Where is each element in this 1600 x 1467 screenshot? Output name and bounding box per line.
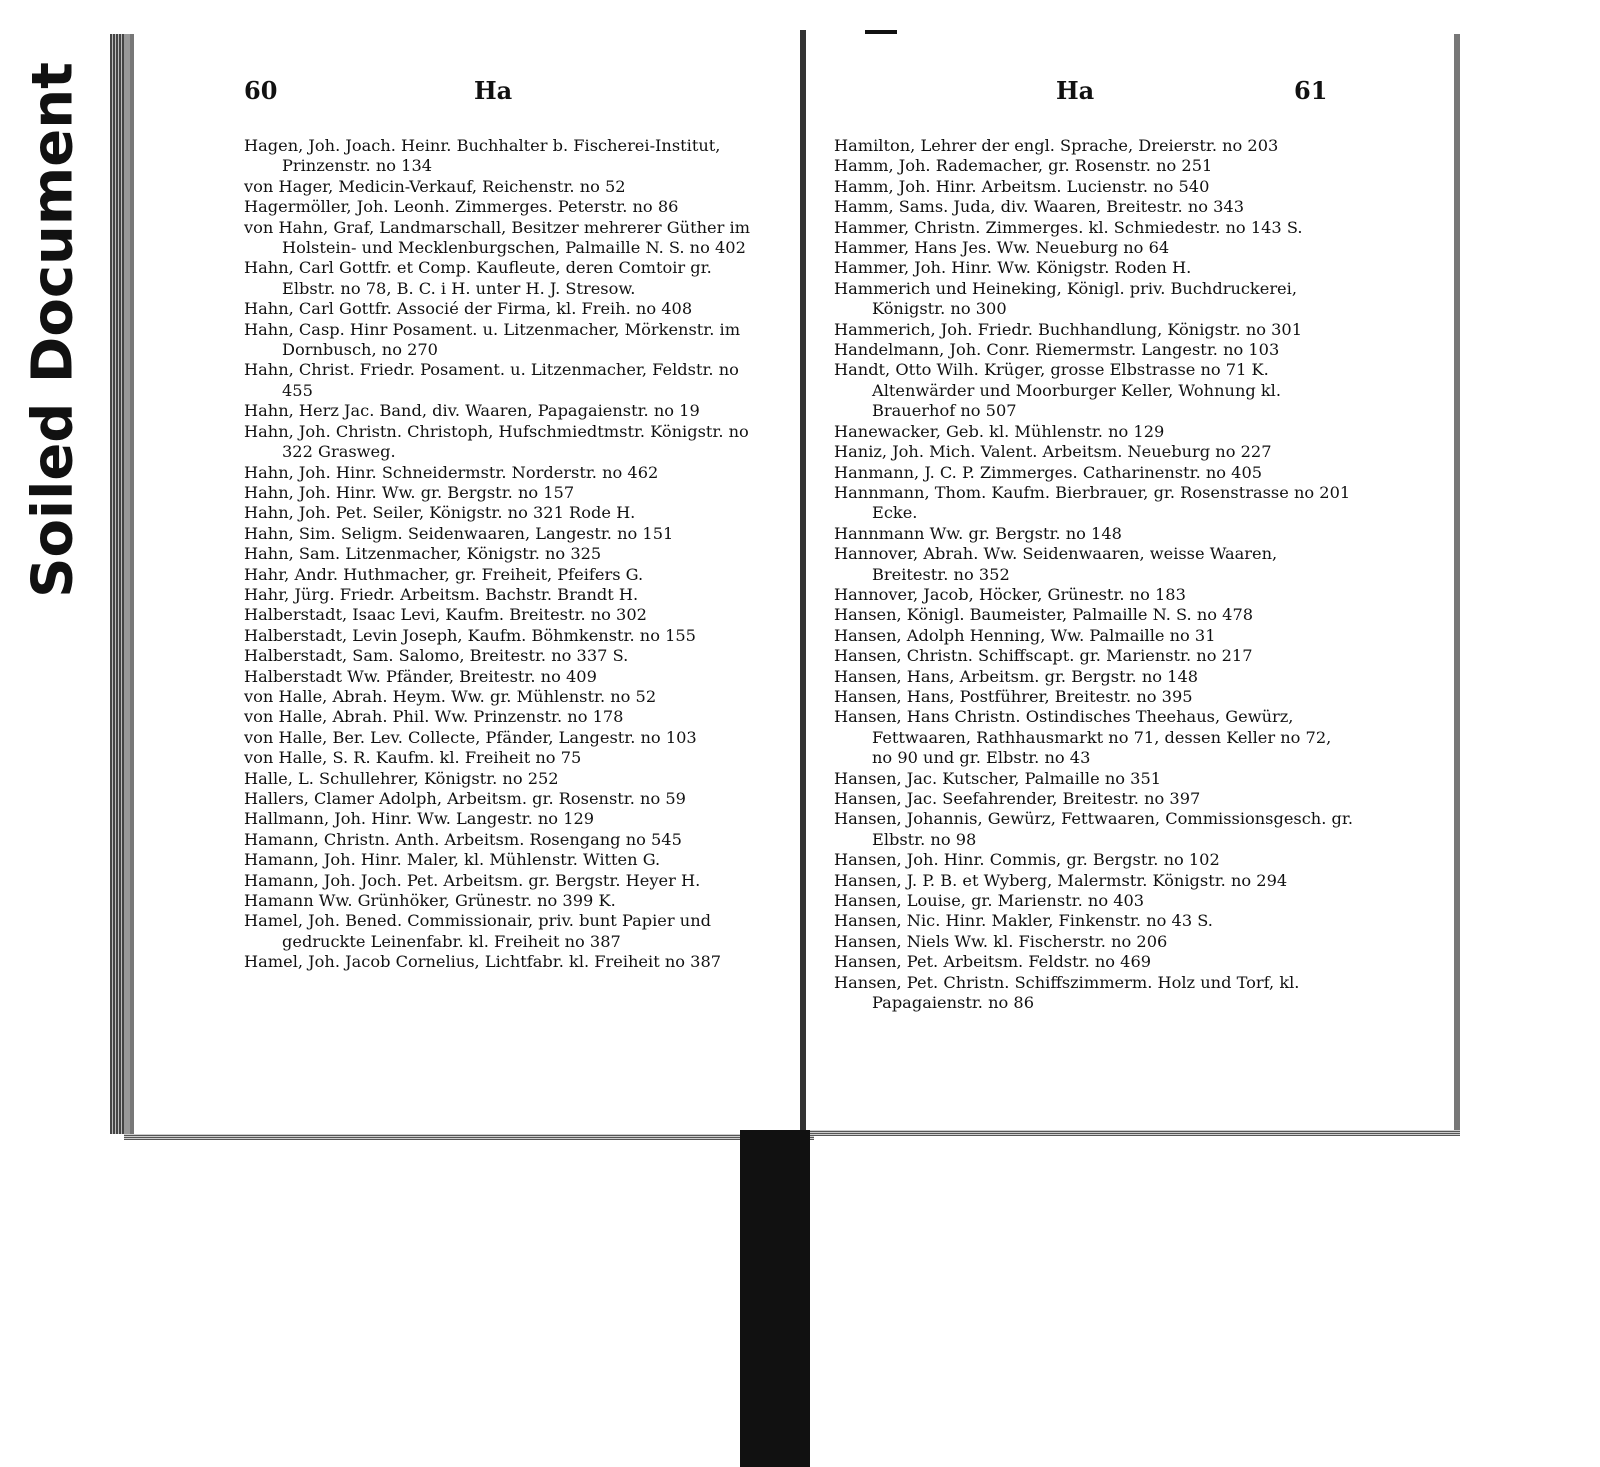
directory-entry: Hahn, Christ. Friedr. Posament. u. Litzenmacher, Feldstr. no 455 bbox=[244, 360, 739, 400]
left-page-header: Ha bbox=[474, 76, 513, 105]
directory-entry: Hallers, Clamer Adolph, Arbeitsm. gr. Rosenstr. no 59 bbox=[244, 789, 686, 808]
open-book bbox=[110, 30, 1462, 1142]
directory-entry: Hansen, Adolph Henning, Ww. Palmaille no 31 bbox=[834, 625, 1216, 645]
directory-entry: Handelmann, Joh. Conr. Riemermstr. Langestr. no 103 bbox=[834, 340, 1280, 360]
directory-entry: Hahn, Herz Jac. Band, div. Waaren, Papagaienstr. no 19 bbox=[244, 401, 700, 421]
directory-entry: Hamm, Joh. Hinr. Arbeitsm. Lucienstr. no 540 bbox=[834, 176, 1210, 196]
directory-entry: Hammer, Joh. Hinr. Ww. Königstr. Roden H. bbox=[834, 258, 1192, 278]
right-page bbox=[806, 34, 1460, 1130]
directory-entry: Hagermöller, Joh. Leonh. Zimmerges. Peterstr. no 86 bbox=[244, 197, 679, 217]
directory-entry: Hansen, Hans Christn. Ostindisches Theehaus, Gewürz, Fettwaaren, Rathhausmarkt no 71, dessen Keller no 72, no 90 und gr. Elbstr. no 43 bbox=[834, 707, 1332, 768]
directory-entry: Hamann, Joh. Hinr. Maler, kl. Mühlenstr. Witten G. bbox=[244, 850, 661, 870]
directory-entry: Hahr, Jürg. Friedr. Arbeitsm. Bachstr. Brandt H. bbox=[244, 584, 639, 604]
directory-entry: Hamann, Joh. Joch. Pet. Arbeitsm. gr. Bergstr. Heyer H. bbox=[244, 870, 701, 890]
directory-entry: Hamel, Joh. Bened. Commissionair, priv. bunt Papier und gedruckte Leinenfabr. kl. Freiheit no 387 bbox=[244, 911, 711, 951]
right-page-header: Ha bbox=[1056, 76, 1095, 105]
directory-entry: Hansen, J. P. B. et Wyberg, Malermstr. Königstr. no 294 bbox=[834, 870, 1288, 890]
left-entry-list bbox=[244, 136, 764, 973]
directory-entry: Handt, Otto Wilh. Krüger, grosse Elbstrasse no 71 K. Altenwärder und Moorburger Keller, Wohnung kl. Brauerhof no 507 bbox=[834, 360, 1282, 421]
directory-entry: Hahn, Joh. Christn. Christoph, Hufschmiedtmstr. Königstr. no 322 Grasweg. bbox=[244, 421, 749, 462]
directory-entry: von Hahn, Graf, Landmarschall, Besitzer mehrerer Güther im Holstein- und Mecklenburgschen, Palmaille N. S. no 402 bbox=[244, 217, 751, 258]
directory-entry: Halberstadt Ww. Pfänder, Breitestr. no 409 bbox=[244, 666, 597, 686]
directory-entry: von Hager, Medicin-Verkauf, Reichenstr. no 52 bbox=[244, 176, 626, 196]
stamp-text: Soiled Document bbox=[20, 62, 86, 598]
directory-entry: Hahn, Carl Gottfr. et Comp. Kaufleute, deren Comtoir gr. Elbstr. no 78, B. C. i H. unter H. J. Stresow. bbox=[244, 258, 712, 298]
directory-entry: Hansen, Joh. Hinr. Commis, gr. Bergstr. no 102 bbox=[834, 850, 1220, 870]
directory-entry: von Halle, Abrah. Phil. Ww. Prinzenstr. no 178 bbox=[244, 707, 624, 727]
directory-entry: Hammer, Hans Jes. Ww. Neueburg no 64 bbox=[834, 238, 1170, 258]
directory-entry: Hansen, Pet. Christn. Schiffszimmerm. Holz und Torf, kl. Papagaienstr. no 86 bbox=[834, 972, 1300, 1013]
directory-entry: Haniz, Joh. Mich. Valent. Arbeitsm. Neueburg no 227 bbox=[834, 442, 1272, 462]
directory-entry: Hannmann, Thom. Kaufm. Bierbrauer, gr. Rosenstrasse no 201 Ecke. bbox=[834, 482, 1351, 523]
directory-entry: Hahn, Joh. Hinr. Schneidermstr. Norderstr. no 462 bbox=[244, 462, 659, 482]
right-entry-list bbox=[834, 136, 1354, 1013]
right-page-number: 61 bbox=[1294, 76, 1328, 105]
directory-entry: von Halle, Abrah. Heym. Ww. gr. Mühlenstr. no 52 bbox=[244, 686, 657, 706]
directory-entry: Hannover, Jacob, Höcker, Grünestr. no 183 bbox=[834, 584, 1186, 604]
directory-entry: Hansen, Louise, gr. Marienstr. no 403 bbox=[834, 891, 1145, 911]
directory-entry: Hansen, Nic. Hinr. Makler, Finkenstr. no 43 S. bbox=[834, 911, 1213, 931]
directory-entry: Hamm, Joh. Rademacher, gr. Rosenstr. no 251 bbox=[834, 156, 1213, 176]
directory-entry: Halberstadt, Sam. Salomo, Breitestr. no 337 S. bbox=[244, 646, 629, 666]
directory-entry: Hansen, Hans, Postführer, Breitestr. no 395 bbox=[834, 686, 1193, 706]
left-page bbox=[110, 34, 814, 1134]
directory-entry: Hamm, Sams. Juda, div. Waaren, Breitestr. no 343 bbox=[834, 197, 1245, 217]
directory-entry: Hannover, Abrah. Ww. Seidenwaaren, weisse Waaren, Breitestr. no 352 bbox=[834, 544, 1278, 584]
directory-entry: Hansen, Jac. Kutscher, Palmaille no 351 bbox=[834, 768, 1162, 788]
directory-entry: Hagen, Joh. Joach. Heinr. Buchhalter b. Fischerei-Institut, Prinzenstr. no 134 bbox=[244, 136, 721, 176]
directory-entry: Hammerich, Joh. Friedr. Buchhandlung, Königstr. no 301 bbox=[834, 319, 1303, 339]
directory-entry: von Halle, Ber. Lev. Collecte, Pfänder, Langestr. no 103 bbox=[244, 727, 697, 747]
directory-entry: Hanmann, J. C. P. Zimmerges. Catharinenstr. no 405 bbox=[834, 462, 1263, 482]
directory-entry: Hammer, Christn. Zimmerges. kl. Schmiedestr. no 143 S. bbox=[834, 217, 1303, 237]
directory-entry: Hamel, Joh. Jacob Cornelius, Lichtfabr. kl. Freiheit no 387 bbox=[244, 952, 722, 972]
left-page-number: 60 bbox=[244, 76, 278, 105]
directory-entry: Hahn, Casp. Hinr Posament. u. Litzenmacher, Mörkenstr. im Dornbusch, no 270 bbox=[244, 319, 741, 360]
directory-entry: Hahn, Joh. Hinr. Ww. gr. Bergstr. no 157 bbox=[244, 482, 575, 502]
soiled-document-stamp bbox=[18, 40, 88, 620]
directory-entry: Hamann Ww. Grünhöker, Grünestr. no 399 K. bbox=[244, 891, 616, 911]
directory-entry: Hansen, Johannis, Gewürz, Fettwaaren, Commissionsgesch. gr. Elbstr. no 98 bbox=[834, 809, 1353, 849]
directory-entry: von Halle, S. R. Kaufm. kl. Freiheit no 75 bbox=[244, 748, 582, 768]
directory-entry: Hansen, Niels Ww. kl. Fischerstr. no 206 bbox=[834, 931, 1168, 951]
directory-entry: Hahn, Joh. Pet. Seiler, Königstr. no 321 Rode H. bbox=[244, 503, 636, 523]
directory-entry: Hahn, Sim. Seligm. Seidenwaaren, Langestr. no 151 bbox=[244, 523, 674, 543]
directory-entry: Hahn, Sam. Litzenmacher, Königstr. no 325 bbox=[244, 544, 602, 564]
directory-entry: Hansen, Christn. Schiffscapt. gr. Marienstr. no 217 bbox=[834, 646, 1253, 666]
directory-entry: Halberstadt, Isaac Levi, Kaufm. Breitestr. no 302 bbox=[244, 605, 647, 625]
directory-entry: Hamann, Christn. Anth. Arbeitsm. Rosengang no 545 bbox=[244, 829, 682, 849]
bookmark-ribbon-bottom bbox=[740, 1130, 810, 1467]
directory-entry: Hansen, Jac. Seefahrender, Breitestr. no 397 bbox=[834, 789, 1201, 808]
directory-entry: Halberstadt, Levin Joseph, Kaufm. Böhmkenstr. no 155 bbox=[244, 625, 696, 645]
directory-entry: Hansen, Pet. Arbeitsm. Feldstr. no 469 bbox=[834, 952, 1152, 972]
directory-entry: Hahn, Carl Gottfr. Associé der Firma, kl. Freih. no 408 bbox=[244, 299, 693, 319]
directory-entry: Hanewacker, Geb. kl. Mühlenstr. no 129 bbox=[834, 421, 1165, 441]
directory-entry: Hannmann Ww. gr. Bergstr. no 148 bbox=[834, 523, 1122, 543]
directory-entry: Hansen, Königl. Baumeister, Palmaille N. S. no 478 bbox=[834, 605, 1254, 625]
directory-entry: Halle, L. Schullehrer, Königstr. no 252 bbox=[244, 768, 559, 788]
directory-entry: Hahr, Andr. Huthmacher, gr. Freiheit, Pfeifers G. bbox=[244, 564, 644, 584]
directory-entry: Hamilton, Lehrer der engl. Sprache, Dreierstr. no 203 bbox=[834, 136, 1279, 155]
directory-entry: Hansen, Hans, Arbeitsm. gr. Bergstr. no 148 bbox=[834, 666, 1199, 686]
directory-entry: Hammerich und Heineking, Königl. priv. Buchdruckerei, Königstr. no 300 bbox=[834, 278, 1297, 319]
directory-entry: Hallmann, Joh. Hinr. Ww. Langestr. no 129 bbox=[244, 809, 595, 829]
